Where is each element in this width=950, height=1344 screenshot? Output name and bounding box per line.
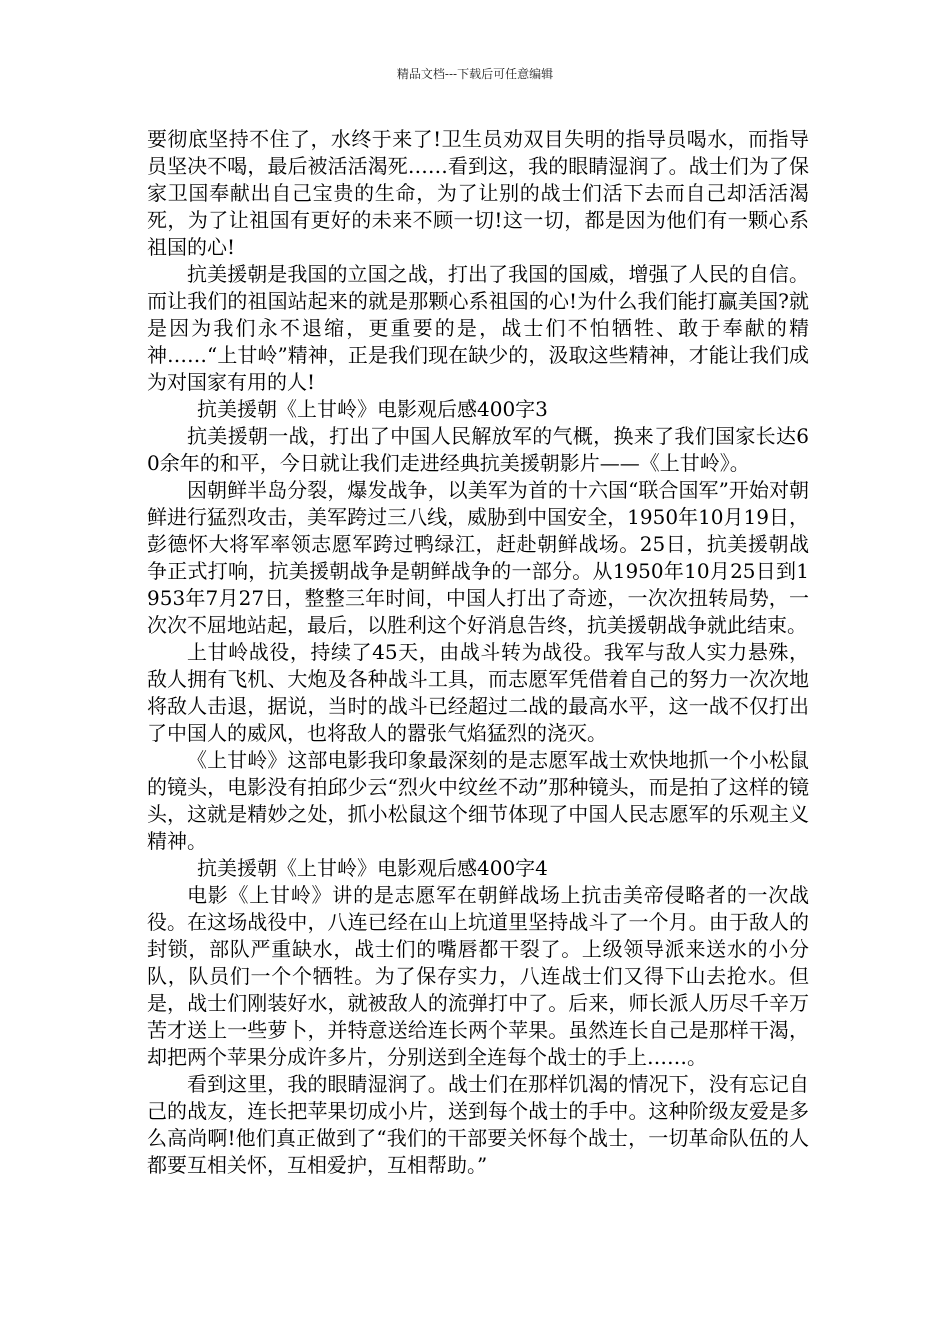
document-body [147,126,809,1179]
paragraph: 电影《上甘岭》讲的是志愿军在朝鲜战场上抗击美帝侵略者的一次战役。在这场战役中，八连已经在山上坑道里坚持战斗了一个月。由于敌人的封锁，部队严重缺水，战士们的嘴唇都干裂了。上级领导派来送水的小分队，队员们一个个牺牲。为了保存实力，八连战士们又得下山去抢水。但是，战士们刚装好水，就被敌人的流弹打中了。后来，师长派人历尽千辛万苦才送上一些萝卜，并特意送给连长两个苹果。虽然连长自己是那样干渴，却把两个苹果分成许多片，分别送到全连每个战士的手上……。 [147,883,809,1069]
paragraph: 看到这里，我的眼睛湿润了。战士们在那样饥渴的情况下，没有忘记自己的战友，连长把苹果切成小片，送到每个战士的手中。这种阶级友爱是多么高尚啊!他们真正做到了“我们的干部要关怀每个战士，一切革命队伍的人都要互相关怀，互相爱护，互相帮助。” [147,1072,809,1177]
section-heading: 抗美援朝《上甘岭》电影观后感400字3 [197,397,548,421]
paragraph: 因朝鲜半岛分裂，爆发战争，以美军为首的十六国“联合国军”开始对朝鲜进行猛烈攻击，美军跨过三八线，威胁到中国安全，1950年10月19日，彭德怀大将军率领志愿军跨过鸭绿江，赶赴朝鲜战场。25日，抗美援朝战争正式打响，抗美援朝战争是朝鲜战争的一部分。从1950年10月25日到1953年7月27日，整整三年时间，中国人打出了奇迹，一次次扭转局势，一次次不屈地站起，最后，以胜利这个好消息告终，抗美援朝战争就此结束。 [147,478,809,637]
section-heading: 抗美援朝《上甘岭》电影观后感400字4 [197,856,548,880]
paragraph: 《上甘岭》这部电影我印象最深刻的是志愿军战士欢快地抓一个小松鼠的镜头，电影没有拍邱少云“烈火中纹丝不动”那种镜头，而是拍了这样的镜头，这就是精妙之处，抓小松鼠这个细节体现了中国人民志愿军的乐观主义精神。 [147,748,809,853]
paragraph: 抗美援朝是我国的立国之战，打出了我国的国威，增强了人民的自信。而让我们的祖国站起来的就是那颗心系祖国的心!为什么我们能打赢美国?就是因为我们永不退缩，更重要的是，战士们不怕牺牲、敢于奉献的精神……“上甘岭”精神，正是我们现在缺少的，汲取这些精神，才能让我们成为对国家有用的人! [147,262,809,394]
paragraph: 要彻底坚持不住了，水终于来了!卫生员劝双目失明的指导员喝水，而指导员坚决不喝，最后被活活渴死……看到这，我的眼睛湿润了。战士们为了保家卫国奉献出自己宝贵的生命，为了让别的战士们活下去而自己却活活渴死，为了让祖国有更好的未来不顾一切!这一切，都是因为他们有一颗心系祖国的心! [147,127,809,259]
paragraph: 上甘岭战役，持续了45天，由战斗转为战役。我军与敌人实力悬殊，敌人拥有飞机、大炮及各种战斗工具，而志愿军凭借着自己的努力一次次地将敌人击退，据说，当时的战斗已经超过二战的最高水平，这一战不仅打出了中国人的威风，也将敌人的嚣张气焰猛烈的浇灭。 [147,640,809,745]
paragraph: 抗美援朝一战，打出了中国人民解放军的气概，换来了我们国家长达60余年的和平，今日就让我们走进经典抗美援朝影片——《上甘岭》。 [147,424,809,475]
page-header: 精品文档---下载后可任意编辑 [396,67,554,81]
